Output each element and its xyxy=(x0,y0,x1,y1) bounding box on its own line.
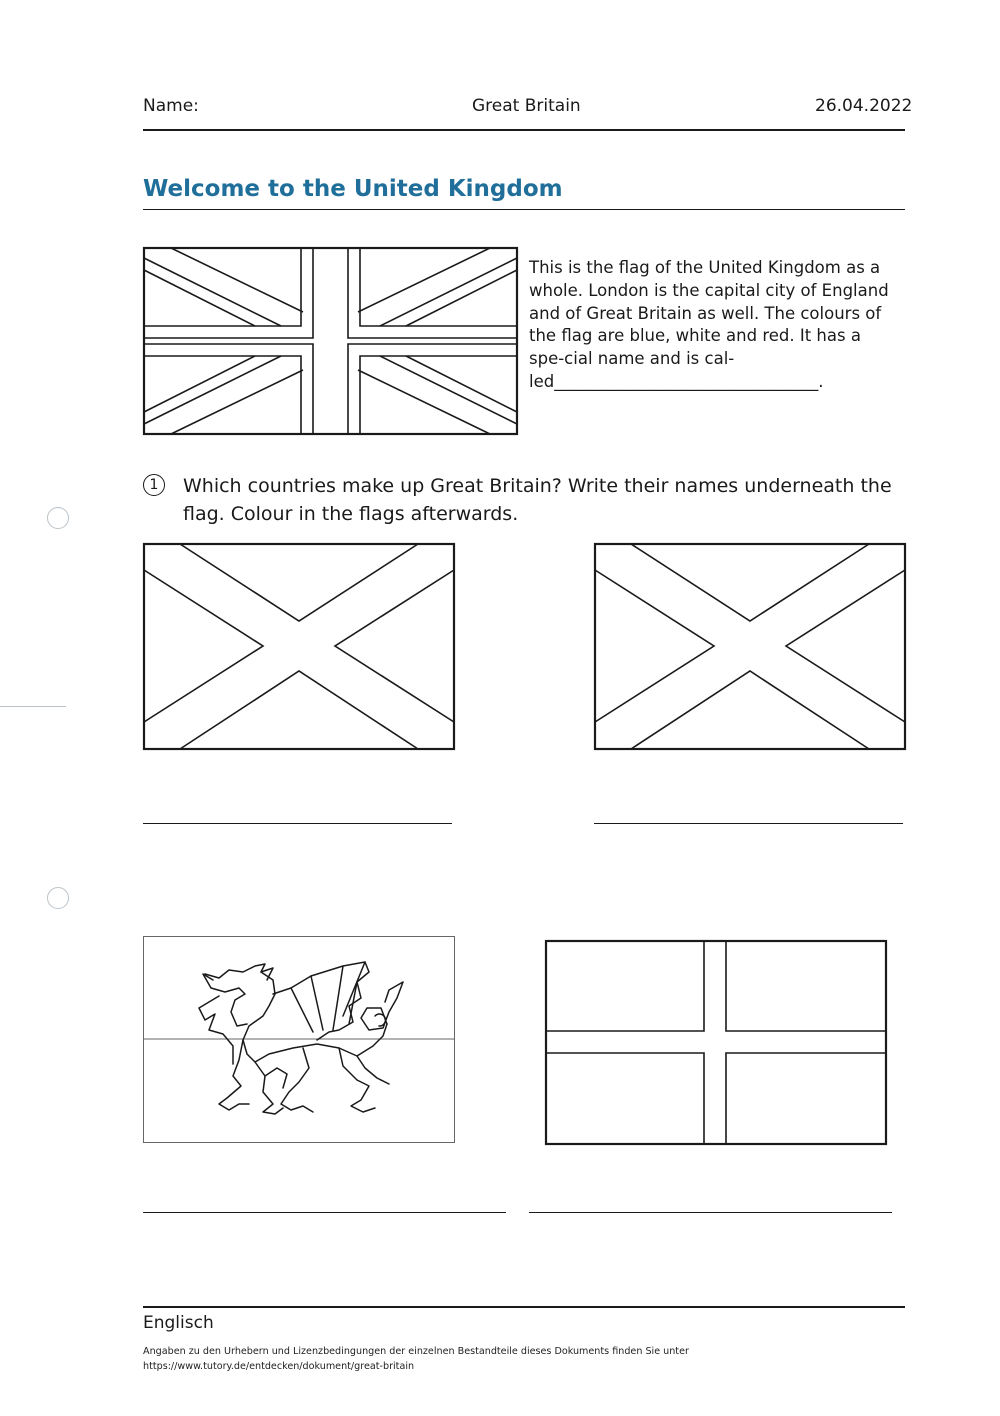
intro-paragraph: This is the flag of the United Kingdom as a whole. London is the capital city of England and of Great Britain as well. The colours of the flag are blue, white and red. It has a spe-cial name and is cal-led________________________________. xyxy=(529,258,889,391)
welsh-dragon-flag-icon xyxy=(143,936,455,1143)
footer-license-note: Angaben zu den Urhebern und Lizenzbedingungen der einzelnen Bestandteile dieses Dokuments finden Sie unter https://www.tutory.de/entdecken/dokument/great-britain xyxy=(143,1346,689,1372)
footer-rule xyxy=(143,1306,905,1308)
union-jack-flag-icon xyxy=(143,247,518,435)
task-instruction: Which countries make up Great Britain? Write their names underneath the flag. Colour in the flags afterwards. xyxy=(183,475,892,525)
date: 26.04.2022 xyxy=(815,96,913,116)
punch-hole-mark xyxy=(47,887,69,909)
answer-line[interactable] xyxy=(594,823,903,824)
fold-mark xyxy=(0,706,66,707)
task-number-badge: 1 xyxy=(143,474,165,496)
cross-flag-icon xyxy=(545,940,887,1145)
saltire-flag-icon xyxy=(143,543,455,750)
saltire-flag-icon xyxy=(594,543,906,750)
name-label: Name: xyxy=(143,96,199,116)
punch-hole-mark xyxy=(47,507,69,529)
header-rule xyxy=(143,129,905,131)
footer-subject: Englisch xyxy=(143,1313,214,1333)
answer-line[interactable] xyxy=(143,1212,506,1213)
title-rule xyxy=(143,209,905,210)
answer-line[interactable] xyxy=(529,1212,892,1213)
topic-title: Great Britain xyxy=(472,96,581,116)
section-title: Welcome to the United Kingdom xyxy=(143,176,563,202)
answer-line[interactable] xyxy=(143,823,452,824)
